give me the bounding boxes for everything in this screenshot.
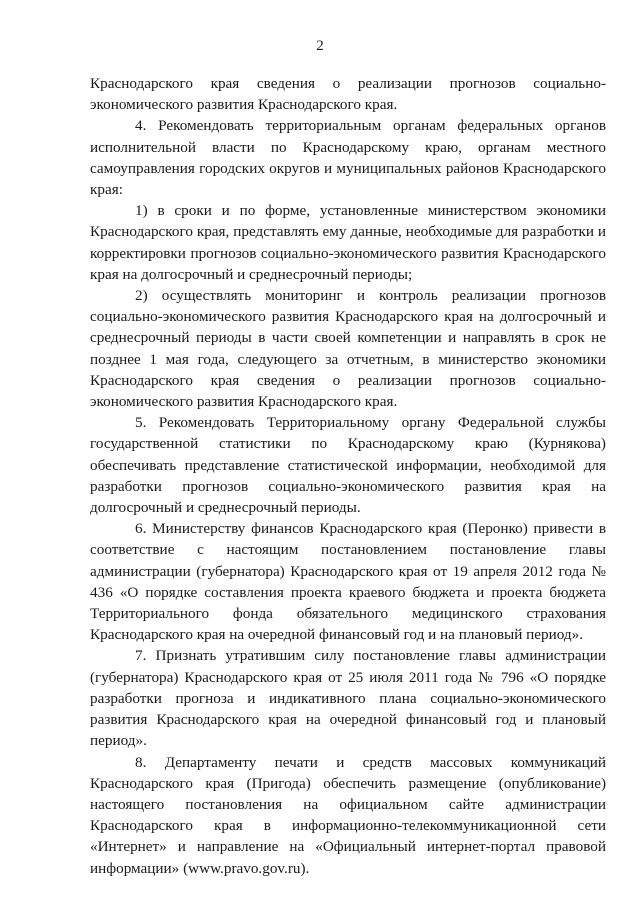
paragraph-subitem-2: 2) осуществлять мониторинг и контроль реализации прогнозов социально-экономического развития Краснодарского края на долгосрочный и среднесрочный периоды в части своей компетенции и направлять в срок не позднее 1 мая года, следующего за отчетным, в министерство экономики Краснодарского края сведения о реализации прогнозов социально-экономического развития Краснодарского края. — [90, 287, 606, 411]
page-number: 2 — [316, 38, 324, 54]
paragraph-item-4: 4. Рекомендовать территориальным органам федеральных органов исполнительной власти по Краснодарскому краю, органам местного самоуправления городских округов и муниципальных районов Краснодарского края: — [90, 117, 606, 199]
paragraph-item-6: 6. Министерству финансов Краснодарского края (Перонко) привести в соответствие с настоящим постановлением постановление главы администрации (губернатора) Краснодарского края от 19 апреля 2012 года № 436 «О порядке составления проекта краевого бюджета и проекта бюджета Территориального фонда обязательного медицинского страхования Краснодарского края на очередной финансовый год и на плановый период». — [90, 520, 606, 644]
paragraph-item-5: 5. Рекомендовать Территориальному органу Федеральной службы государственной статистики по Краснодарскому краю (Курнякова) обеспечивать представление статистической информации, необходимой для разработки прогнозов социально-экономического развития края на долгосрочный и среднесрочный периоды. — [90, 414, 606, 517]
document-body — [90, 73, 606, 879]
paragraph-item-8: 8. Департаменту печати и средств массовых коммуникаций Краснодарского края (Пригода) обеспечить размещение (опубликование) настоящего постановления на официальном сайте администрации Краснодарского края в информационно-телекоммуникационной сети «Интернет» и направление на «Официальный интернет-портал правовой информации» (www.pravo.gov.ru). — [90, 753, 606, 877]
paragraph-subitem-1: 1) в сроки и по форме, установленные министерством экономики Краснодарского края, представлять ему данные, необходимые для разработки и корректировки прогнозов социально-экономического развития Краснодарского края на долгосрочный и среднесрочный периоды; — [90, 202, 606, 283]
paragraph-continuation: Краснодарского края сведения о реализации прогнозов социально-экономического развития Краснодарского края. — [90, 75, 606, 114]
paragraph-item-7: 7. Признать утратившим силу постановление главы администрации (губернатора) Краснодарского края от 25 июля 2011 года № 796 «О порядке разработки прогноза и индикативного плана социально-экономического развития Краснодарского края на очередной финансовый год и плановый период». — [90, 647, 606, 750]
